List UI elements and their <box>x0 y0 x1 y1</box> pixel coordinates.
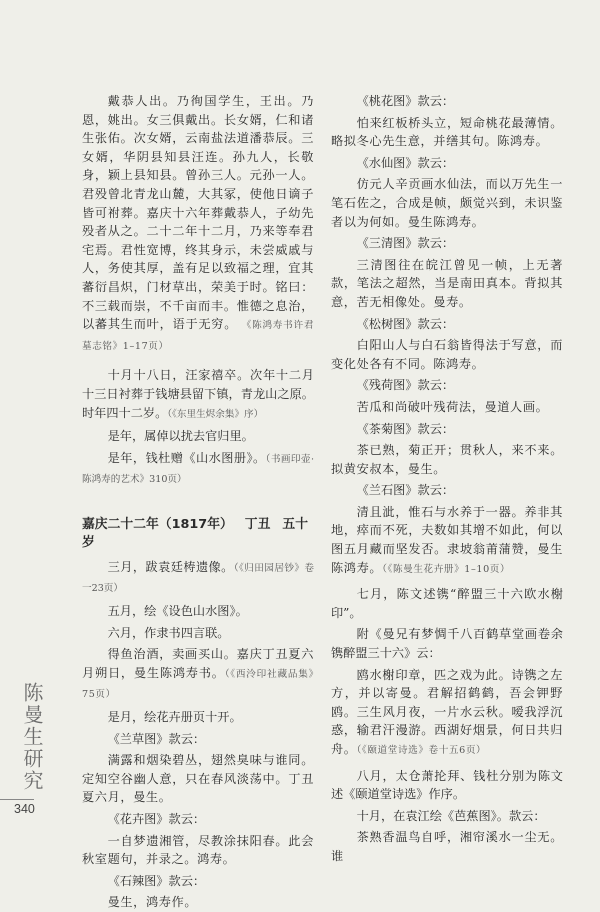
inscription-text: 白阳山人与白石翁皆得法于写意，而变化处各有不同。陈鸿寿。 <box>331 338 563 371</box>
source-citation: （《颐道堂诗选》卷十五6页） <box>356 745 487 756</box>
event-paragraph: 是月，绘花卉册页十开。 <box>107 710 242 725</box>
painting-title: 《残荷图》款云： <box>356 378 455 393</box>
footer-divider <box>0 799 34 800</box>
inscription-text: 满露和烟染碧丛，翅然臭味与谁同。定知空谷幽人意，只在春风淡荡中。丁丑夏六月，曼生。 <box>82 753 314 805</box>
inscription-text: 三清图往在皖江曾见一帧，上无著款，笔法之超然，当是南田真本。背拟其意，苦无相像处。曼寿。 <box>331 257 563 309</box>
event-paragraph: 七月，陈文述镌“醉盟三十六欧水榭印”。 <box>331 587 563 620</box>
painting-title: 《三清图》款云： <box>356 236 455 251</box>
event-paragraph: 六月，作隶书四言联。 <box>107 625 230 640</box>
painting-title: 《石辣图》款云： <box>107 873 206 888</box>
couplet-inscription: 得鱼治酒，卖画买山。嘉庆丁丑夏六月朔日，曼生陈鸿寿书。（《西泠印社藏品集》75页） <box>82 647 314 701</box>
inscription-text: 怕来红板桥头立，短命桃花最薄情。略拟冬心先生意，并缮其句。陈鸿寿。 <box>331 115 563 149</box>
painting-title: 《桃花图》款云： <box>356 94 455 108</box>
event-paragraph: 是年，钱杜赠《山水图册》。（书画印壶·陈鸿寿的艺术》310页） <box>82 450 315 486</box>
painting-title: 《茶菊图》款云： <box>356 421 455 436</box>
source-citation: （《东里生烬余集》序） <box>167 408 264 420</box>
source-citation: 《陈鸿寿书许君墓志铭》1–17页） <box>82 320 315 352</box>
inscription-text: 苦瓜和尚破叶残荷法，曼道人画。 <box>356 399 549 414</box>
inscription-text: 鸥水榭印章，匹之戏为此。诗镌之左方，并以寄曼。君解招鹤鹤，吾会钾野鸥。三生风月夜，一片水云秋。嗳我浮沉惑，输君汗漫游。西湖好烟景，何日共归舟。（《颐道堂诗选》卷十五6页） <box>331 667 563 756</box>
left-column <box>82 92 314 912</box>
book-title-stamp: 陈曼生研究 <box>20 682 44 792</box>
page-number: 340 <box>14 802 35 816</box>
wang-jiaxi-paragraph: 十月十八日，汪家禧卒。次年十二月十三日衬葬于钱塘县留下镇，青龙山之原。时年四十二岁。（《东里生烬余集》序） <box>82 368 314 420</box>
right-column <box>331 92 563 866</box>
event-paragraph: 十月，在袁江绘《芭蕉图》。款云： <box>356 808 546 823</box>
event-paragraph: 八月，太仓萧抡拜、钱杜分别为陈文述《颐道堂诗选》作序。 <box>331 768 563 802</box>
event-paragraph: 是年，属倬以扰去官归里。 <box>107 429 254 444</box>
inscription-text: 清且泚，惟石与水养于一器。养非其地，瘁而不死，夫数如其增不如此，何以图五月藏而坚发否。隶坡翁莆蒲赞，曼生陈鸿寿。（《陈曼生花卉册》1–10页） <box>331 504 563 575</box>
inscription-text: 仿元人辛贡画水仙法，而以万先生一笔石佐之，合成是帧，颇觉兴到，未识鉴者以为何如。曼生陈鸿寿。 <box>331 177 563 229</box>
inscription-text: 茶熟香温鸟自呼，湘帘溪水一尘无。谁 <box>331 830 563 863</box>
event-paragraph: 五月，绘《设色山水图》。 <box>107 604 248 619</box>
tomb-inscription-paragraph: 戴恭人出。乃徇国学生，王出。乃恩，姚出。女三俱戴出。长女婿，仁和诸生张佑。次女婿，云南盐法道潘恭辰。三女婿，华阴县知县汪连。孙九人，长敬身，颖上县知县。曾孙三人。元孙一人。君殁曾北青龙山麓，大其冢，使他日谪子皆可祔葬。嘉庆十六年葬戴恭人，子幼先殁者从之。二十二年十二月，乃来等奉君宅焉。君性宽博，终其身示，未尝威戚与人，务使其厚，盖有足以致福之理，宜其蕃衍昌炽，门材草出，荣美于时。铭曰：不三载而崇，不千亩而丰。惟德之息治，以蕃其生而叶，语于无穷。 《陈鸿寿书许君墓志铭》1–17页） <box>82 94 315 352</box>
inscription-text: 一自梦遗湘管，尽教涂抹阳春。此会秋室题句，并录之。鸿寿。 <box>82 833 314 867</box>
painting-title: 《水仙图》款云： <box>356 155 455 170</box>
inscription-text: 曼生，鸿寿作。 <box>107 895 198 910</box>
event-paragraph: 三月，跋袁廷梼遗像。（《归田园居钞》卷一23页） <box>82 559 315 595</box>
year-heading <box>82 516 314 552</box>
painting-title: 《兰草图》款云： <box>107 731 206 746</box>
painting-title: 《花卉图》款云： <box>107 812 206 826</box>
source-citation: （《西泠印社藏品集》75页） <box>82 668 314 701</box>
attached-poem-title: 附《曼兄有梦惆千八百鹤草堂画卷余镌醉盟三十六》云： <box>331 627 563 661</box>
painting-title: 《松树图》款云： <box>356 316 455 331</box>
age-label: 五十岁 <box>82 516 308 550</box>
year-label: 嘉庆二十二年（1817年） <box>82 516 233 532</box>
source-citation: （《陈曼生花卉册》1–10页） <box>382 563 511 575</box>
ganzhi-label: 丁丑 <box>244 516 271 532</box>
source-citation: （《归田园居钞》卷一23页） <box>82 562 315 595</box>
source-citation: （书画印壶·陈鸿寿的艺术》310页） <box>82 453 315 486</box>
inscription-text: 茶已熟，菊正开；贯秋人，来不来。拟黄安叔本，曼生。 <box>331 443 563 476</box>
painting-title: 《兰石图》款云： <box>356 483 455 498</box>
